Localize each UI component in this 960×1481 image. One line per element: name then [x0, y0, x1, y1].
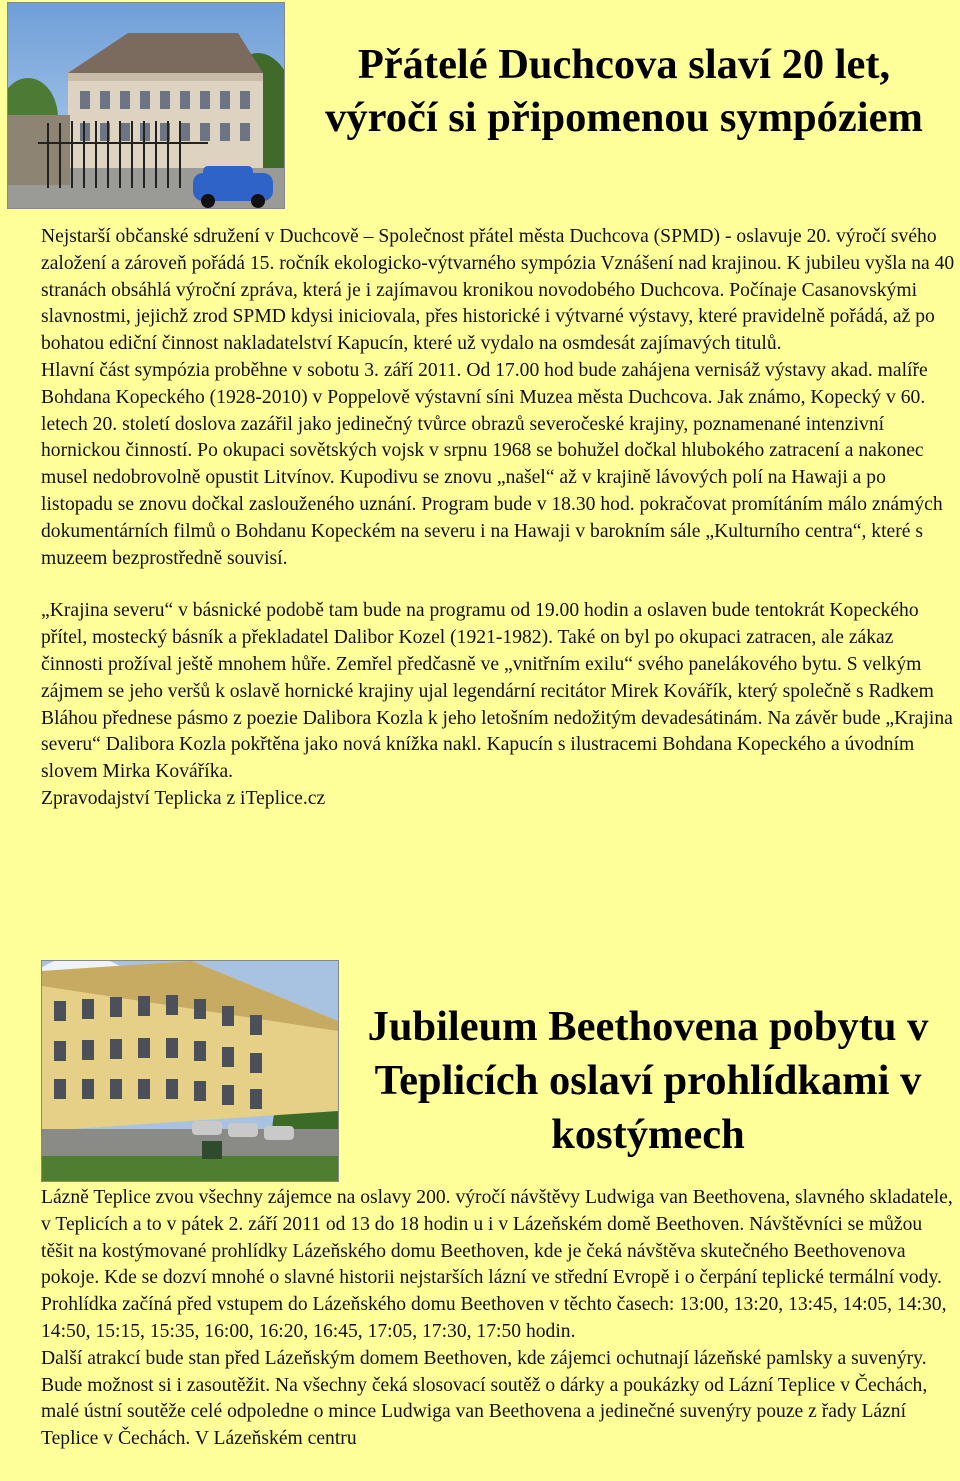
article2-paragraph-1: Lázně Teplice zvou všechny zájemce na oslavy 200. výročí návštěvy Ludwiga van Beethovena, slavného skladatele, v Teplicích a to v pátek 2. září 2011 od 13 do 18 hodin u i v Lázeňském domě Beethoven. Návštěvníci se můžou těšit na kostýmované prohlídky Lázeňského domu Beethoven, kde je čeká návštěva skutečného Beethovenova pokoje. Kde se dozví mnohé o slavné historii nejstarších lázní ve střední Evropě i o čerpání teplické termální vody. Prohlídka začíná před vstupem do Lázeňského domu Beethoven v těchto časech: 13:00, 13:20, 13:45, 14:05, 14:30, 14:50, 15:15, 15:35, 16:00, 16:20, 16:45, 17:05, 17:30, 17:50 hodin. [41, 1187, 953, 1342]
article1-body [41, 224, 956, 813]
article2-title-line2: Teplicích oslaví prohlídkami v [374, 1057, 922, 1104]
article1-title-line2: výročí si připomenou sympóziem [325, 94, 923, 141]
article2-title-line3: kostýmech [551, 1111, 745, 1158]
duchcov-castle-photo [7, 2, 285, 209]
paragraph-spacer [41, 572, 956, 598]
article1-title-line1: Přátelé Duchcova slaví 20 let, [357, 41, 891, 88]
article1-source: Zpravodajství Teplicka z iTeplice.cz [41, 787, 326, 809]
beethoven-house-photo [41, 960, 339, 1182]
article2-title [340, 1000, 956, 1162]
article2-title-line1: Jubileum Beethovena pobytu v [367, 1003, 929, 1050]
duchcov-castle-image [8, 3, 284, 208]
article1-paragraph-2: Hlavní část sympózia proběhne v sobotu 3. září 2011. Od 17.00 hod bude zahájena vernisáž výstavy akad. malíře Bohdana Kopeckého (1928-2010) v Poppelově výstavní síni Muzea města Duchcova. Jak známo, Kopecký v 60. letech 20. století doslova zazářil jako jedinečný tvůrce obrazů severočeské krajiny, poznamenané intenzivní hornickou činností. Po okupaci sovětských vojsk v srpnu 1968 se bohužel dočkal hlubokého zatracení a nakonec musel nedobrovolně opustit Litvínov. Kupodivu se znovu „našel“ až v krajině lávových polí na Hawaji a po listopadu se znovu dočkal zaslouženého uznání. Program bude v 18.30 hod. pokračovat promítáním málo známých dokumentárních filmů o Bohdanu Kopeckém na severu i na Hawaji v barokním sále „Kulturního centra“, které s muzeem bezprostředně souvisí. [41, 359, 943, 569]
beethoven-house-image [42, 961, 338, 1181]
article1-paragraph-1: Nejstarší občanské sdružení v Duchcově – Společnost přátel města Duchcova (SPMD) - oslavuje 20. výročí svého založení a zároveň pořádá 15. ročník ekologicko-výtvarného sympózia Vznášení nad krajinou. K jubileu vyšla na 40 stranách obsáhlá výroční zpráva, která je i zajímavou kronikou novodobého Duchcova. Počínaje Casanovskými slavnostmi, jejichž zrod SPMD kdysi iniciovala, přes historické i výtvarné výstavy, které pravidelně pořádá, až po bohatou ediční činnost nakladatelství Kapucín, které už vydalo na osmdesát zajímavých titulů. [41, 226, 955, 355]
article2-body [41, 1185, 956, 1453]
article1-title [290, 38, 958, 144]
article1-paragraph-3: „Krajina severu“ v básnické podobě tam bude na programu od 19.00 hodin a oslaven bude tentokrát Kopeckého přítel, mostecký básník a překladatel Dalibor Kozel (1921-1982). Také on byl po okupaci zatracen, ale zákaz činnosti prožíval ještě mnohem hůře. Zemřel předčasně ve „vnitřním exilu“ svého panelákového bytu. S velkým zájmem se jeho veršů k oslavě hornické krajiny ujal legendární recitátor Mirek Kovářík, který společně s Radkem Bláhou přednese pásmo z poezie Dalibora Kozla k jeho letošním nedožitým devadesátinám. Na závěr bude „Krajina severu“ Dalibora Kozla pokřtěna jako nová knížka nakl. Kapucín s ilustracemi Bohdana Kopeckého a úvodním slovem Mirka Kováříka. [41, 600, 953, 783]
article2-paragraph-2: Další atrakcí bude stan před Lázeňským domem Beethoven, kde zájemci ochutnají lázeňské pamlsky a suvenýry. Bude možnost si i zasoutěžit. Na všechny čeká slosovací soutěž o dárky a poukázky od Lázní Teplice v Čechách, malé ústní soutěže celé odpoledne o mince Ludwiga van Beethovena a jedinečné suvenýry pouze z řady Lázní Teplice v Čechách. V Lázeňském centru [41, 1347, 928, 1450]
